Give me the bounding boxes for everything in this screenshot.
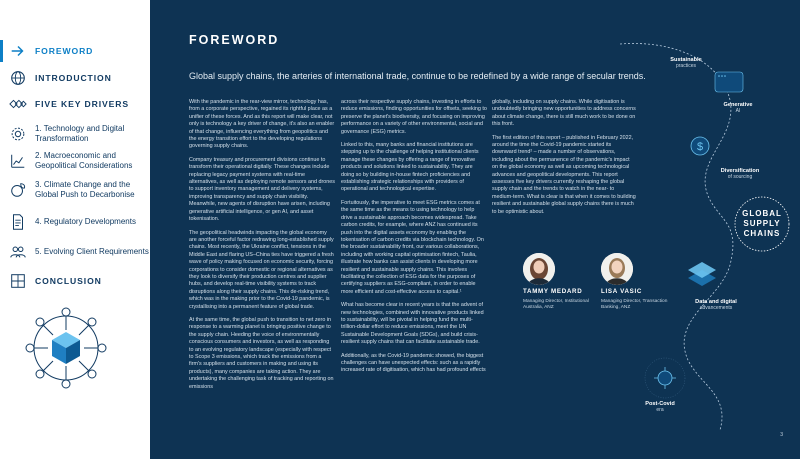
nav-item-conclusion[interactable] (8, 272, 102, 290)
paragraph: across their respective supply chains, investing in efforts to reduce emissions, finding opportunities for offsets, seeking to preserve the planet's biodiversity, and focusing on improving performance on a variety of other environmental, social and governance (ESG) metrics. (341, 99, 487, 135)
text-column-1 (189, 99, 335, 397)
text-column-2 (341, 99, 487, 381)
paragraph: With the pandemic in the rear-view mirror, technology has, from a corporate perspective, regained its rightful place as a unifier of these forces. And as this report will make clear, not only is technology a key driver of change, it's also an enabler of that change, influencing everything from geopolitics and the energy transition effort to the developing regulations governing supply chains. (189, 99, 335, 150)
global-supply-chains-badge (735, 197, 789, 251)
node-title: Generative (723, 102, 753, 108)
nav-item-introduction[interactable] (8, 69, 112, 87)
nav-label-macroeconomic: 2. Macroeconomic and Geopolitical Considerations (35, 151, 133, 170)
page-number: 3 (780, 432, 783, 438)
node-subtitle: of sourcing (727, 174, 753, 180)
supply-chain-infographic (610, 0, 800, 459)
paragraph: The first edition of this report – published in February 2022, around the time the Covid-19 pandemic started its downward trend² – made a number of observations, including about the permanence of the pandemic's impact on the global economy as well as upcoming technological advances and geopolitical developments. This report assesses five key drivers currently reshaping the global supply chain and the trends to watch in the near- to medium-term. What is clear is that when it comes to building resilient and sustainable global supply chains there is much to be optimistic about. (492, 134, 636, 215)
node-subtitle: advancements (699, 305, 733, 311)
people-icon (8, 243, 28, 261)
author-name: LISA VASIC (601, 288, 643, 295)
nav-item-foreword[interactable] (8, 42, 93, 60)
paragraph: Company treasury and procurement divisions continue to transform their operational digitally. These changes include replacing legacy payment systems with real-time alternatives, as well as deploying remote sensors and drones to support inventory management and delivery systems, improving transparency and supply chain visibility. Meanwhile, new agents of disruption have arisen, including generative artificial intelligence, or gen AI, and asset tokenisation. (189, 156, 335, 223)
node-title: Post-Covid (645, 401, 675, 407)
drivers-icon (8, 95, 28, 113)
chart-icon (8, 152, 28, 170)
node-title: Data and digital (695, 299, 737, 305)
nav-item-regulatory[interactable] (8, 213, 136, 231)
gear-icon (8, 125, 28, 143)
globe-leaf-icon (8, 181, 28, 199)
node-subtitle: era (656, 407, 664, 413)
page-title: FOREWORD (189, 33, 280, 47)
paragraph: At the same time, the global push to transition to net zero in response to a warming planet is bringing positive change to the supply chain. Heeding the voice of environmentally conscious consumers and investors, as well as responding to an evolving regulatory landscape (especially with respect to Scope 3 emissions, which track the emissions from a firm's suppliers and customers in making and using its products), many companies are taking action. They are undertaking the challenging task of tracking and reporting on emissions (189, 316, 334, 390)
badge-line-2: SUPPLY (743, 219, 781, 228)
paragraph: Fortuitously, the imperative to meet ESG metrics comes at the same time as the means to using technology to help drive a sustainable approach becomes widespread. Take carbon credits, for example, where ANZ has continued its push into the digital assets economy by enabling the tokenisation of carbon credits via blockchain technology. On the broader sustainability front, our various collaborations, including with working capital optimisation fintech, Taulia, illustrate how banks can assist clients in developing more resilient and sustainable supply chains. This involves facilitating the collection of ESG data for the purposes of certifying suppliers as ESG-compliant, in order to enable more efficient and cost-effective access to capital.¹ (341, 199, 484, 295)
network-cube-graphic (20, 302, 112, 394)
author-name: TAMMY MEDARD (523, 288, 583, 295)
nav-label-client-requirements: 5. Evolving Client Requirements (35, 247, 149, 256)
nav-item-technology[interactable] (8, 124, 127, 144)
virus-icon (645, 358, 685, 398)
paragraph: globally, including on supply chains. While digitisation is undoubtedly bringing new opportunities to address concerns about climate change, there is still much work to be done on this front. (492, 99, 636, 128)
globe-icon (8, 69, 28, 87)
nav-item-client-requirements[interactable] (8, 243, 149, 261)
node-subtitle: practices (675, 63, 697, 69)
nav-label-foreword: FOREWORD (35, 46, 94, 56)
node-subtitle: AI (735, 108, 741, 114)
paragraph: Linked to this, many banks and financial institutions are stepping up to the challenge of helping institutional clients manage these changes by offering a range of innovative products and solutions linked to sustainability. They are doing so by building in-house fintech proficiencies and establishing strategic relationships with providers of operational and technological expertise. (341, 142, 479, 193)
author-role: Managing Director, Transaction Banking, ANZ (601, 299, 668, 311)
paragraph: Additionally, as the Covid-19 pandemic showed, the biggest challenges can have unexpected effects: such as a rapidly increased rate of digitisation, which has had profound effects (341, 352, 486, 374)
node-title: Diversification (720, 168, 760, 174)
nav-label-conclusion: CONCLUSION (35, 276, 102, 286)
nav-item-macroeconomic[interactable] (8, 151, 135, 171)
data-icon (688, 262, 716, 286)
author-tammy-medard (523, 253, 593, 312)
grid-icon (8, 272, 28, 290)
nav-label-technology: 1. Technology and Digital Transformation (35, 124, 125, 143)
nav-label-regulatory: 4. Regulatory Developments (35, 217, 136, 226)
ai-window-icon (715, 72, 743, 92)
dollar-icon (691, 137, 709, 155)
nav-label-five-key-drivers: FIVE KEY DRIVERS (35, 99, 129, 109)
badge-line-1: GLOBAL (742, 209, 782, 218)
arrow-right-icon (8, 42, 28, 60)
badge-line-3: CHAINS (743, 229, 781, 238)
dotted-path (620, 43, 733, 430)
svg-text:$: $ (696, 141, 704, 153)
node-title: Sustainable (670, 57, 702, 63)
paragraph: What has become clear in recent years is that the advent of new technologies, combined with innovative products linked to sustainability, will be pivotal in helping fund the multi-trillion-dollar effort to reduce emissions, meet the UN Sustainable Development Goals (SDGs), and build crisis-resilient supply chains that can facilitate sustainable trade. (341, 302, 484, 346)
sidebar (0, 0, 150, 459)
active-indicator (0, 40, 3, 62)
nav-item-climate-change[interactable] (8, 180, 135, 200)
page-subtitle: Global supply chains, the arteries of international trade, continue to be redefined by a wide range of secular trends. (189, 71, 646, 81)
paragraph: The geopolitical headwinds impacting the global economy are another forceful factor redrawing long-established supply chains. Most recently, the Ukraine conflict, tensions in the Middle East and flaring US–China ties have triggered a fresh wave of policy making focused on economic security, forcing corporations to consider domestic or regional alternatives as they look to diversify their production centres and supplier hubs, and develop real-time visibility systems to track disruptions along their supply chains. This de-risking trend, which was in the making prior to the Covid-19 pandemic, is crystallising into a permanent feature of global trade. (189, 229, 334, 310)
nav-label-climate-change: 3. Climate Change and the Global Push to Decarbonise (35, 180, 135, 199)
nav-item-five-key-drivers[interactable] (8, 95, 129, 113)
document-icon (8, 213, 28, 231)
nav-label-introduction: INTRODUCTION (35, 73, 112, 83)
avatar (523, 253, 555, 285)
main-content (150, 0, 800, 459)
author-role: Managing Director, Institutional Australia, ANZ (523, 299, 589, 311)
